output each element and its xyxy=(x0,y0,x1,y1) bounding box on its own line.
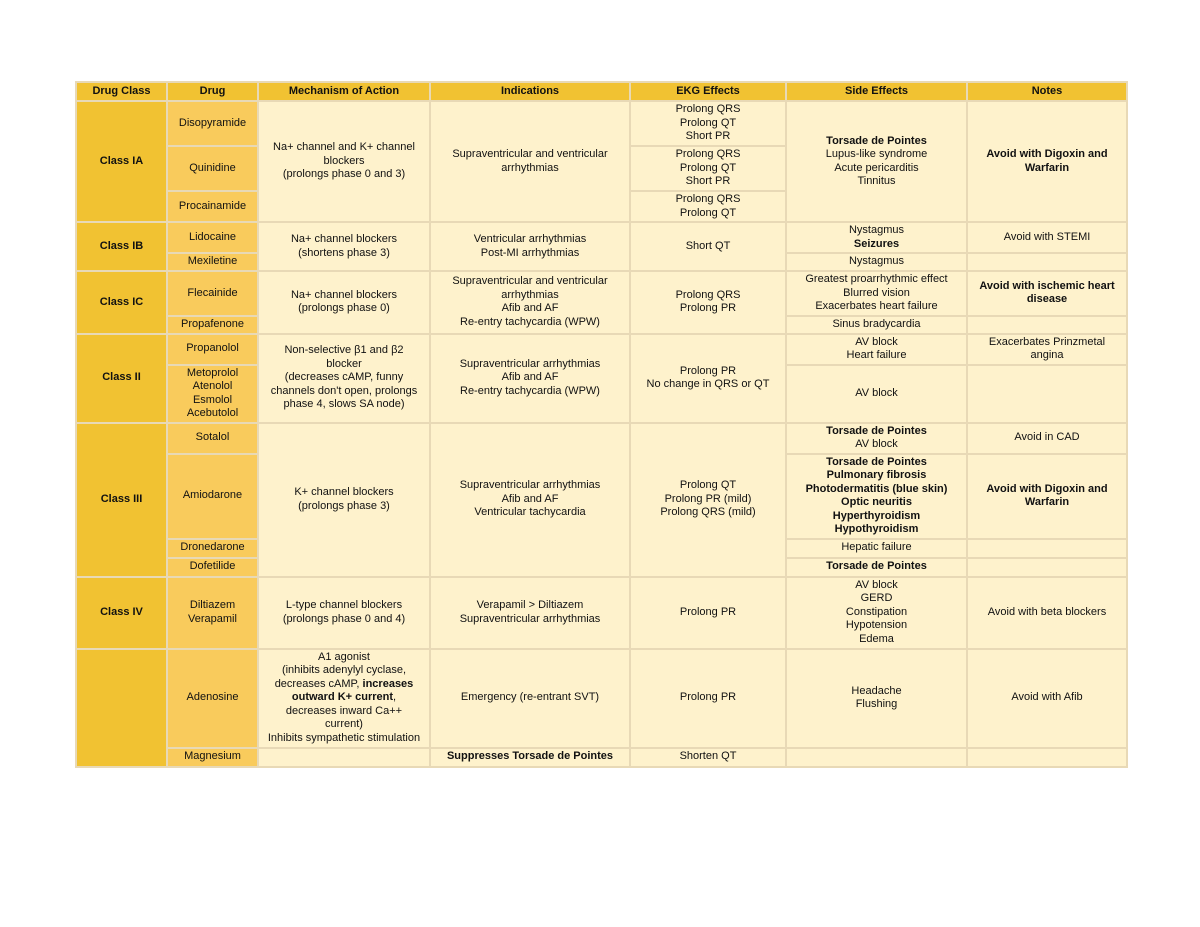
side-effect-line: Headache xyxy=(851,684,902,697)
header-side-effects: Side Effects xyxy=(786,82,967,101)
ekg-line: Prolong QT xyxy=(679,116,737,129)
mechanism-line: channels don't open, prolongs xyxy=(270,384,418,397)
propanolol-side-effects xyxy=(786,334,967,365)
ekg-line: Prolong QT xyxy=(679,161,737,174)
drug-name: Verapamil xyxy=(188,612,237,625)
side-effect-line: Constipation xyxy=(845,605,908,618)
indication-line: Ventricular tachycardia xyxy=(474,506,586,519)
drug-procainamide: Procainamide xyxy=(167,191,258,222)
indication-line: Supraventricular and ventricular xyxy=(452,148,608,160)
magnesium-indications: Suppresses Torsade de Pointes xyxy=(430,748,630,767)
table-row xyxy=(76,271,1127,316)
drug-magnesium: Magnesium xyxy=(167,748,258,767)
lidocaine-notes: Avoid with STEMI xyxy=(967,222,1127,253)
side-effect-line: Nystagmus xyxy=(848,224,905,236)
drug-dofetilide: Dofetilide xyxy=(167,558,258,577)
lidocaine-side-effects xyxy=(786,222,967,253)
disopyramide-ekg xyxy=(630,101,786,146)
propafenone-notes xyxy=(967,316,1127,334)
indication-line: Afib and AF xyxy=(501,492,559,505)
class-ib-cell: Class IB xyxy=(76,222,167,271)
adenosine-side-effects xyxy=(786,649,967,748)
header-ekg-effects: EKG Effects xyxy=(630,82,786,101)
indication-line: Supraventricular arrhythmias xyxy=(459,479,601,492)
sotalol-notes: Avoid in CAD xyxy=(967,423,1127,454)
mechanism-line: Na+ channel blockers xyxy=(290,233,398,245)
indication-line: Supraventricular and ventricular xyxy=(452,275,608,288)
mechanism-line: (inhibits adenylyl cyclase, xyxy=(281,664,407,677)
table-row xyxy=(76,222,1127,253)
table-row xyxy=(76,577,1127,649)
ekg-line: Prolong QRS xyxy=(675,148,741,161)
ekg-line: Short PR xyxy=(685,130,731,143)
drug-name: Acebutolol xyxy=(186,407,239,419)
class-ib-ekg: Short QT xyxy=(630,222,786,271)
side-effect-line: Hypotension xyxy=(845,619,908,632)
adenosine-mechanism xyxy=(258,649,430,748)
mechanism-line: A1 agonist xyxy=(318,650,370,663)
indication-line: arrhythmias xyxy=(501,288,559,301)
note-line: Exacerbates Prinzmetal xyxy=(988,335,1106,348)
note-line: Warfarin xyxy=(1024,496,1070,508)
class-ib-mechanism xyxy=(258,222,430,271)
drug-propanolol: Propanolol xyxy=(167,334,258,365)
class-iv-notes: Avoid with beta blockers xyxy=(967,577,1127,649)
ekg-line: Prolong PR xyxy=(679,364,737,377)
table-row xyxy=(76,423,1127,454)
class-iv-ekg: Prolong PR xyxy=(630,577,786,649)
mechanism-line: blocker xyxy=(326,357,362,370)
side-effect-line: Flushing xyxy=(855,698,898,710)
drug-dronedarone: Dronedarone xyxy=(167,539,258,558)
drug-quinidine: Quinidine xyxy=(167,146,258,191)
class-ii-mechanism xyxy=(258,334,430,423)
dronedarone-side-effects: Hepatic failure xyxy=(786,539,967,558)
mechanism-emphasis: outward K+ current xyxy=(291,691,394,704)
adenosine-notes: Avoid with Afib xyxy=(967,649,1127,748)
mechanism-line xyxy=(262,678,426,692)
drug-disopyramide: Disopyramide xyxy=(167,101,258,146)
class-iii-cell: Class III xyxy=(76,423,167,577)
side-effect-line: Seizures xyxy=(853,237,900,250)
class-ic-cell: Class IC xyxy=(76,271,167,334)
indication-line: Post-MI arrhythmias xyxy=(480,246,580,259)
ekg-line: Prolong PR xyxy=(679,302,737,315)
metoprolol-side-effects: AV block xyxy=(786,365,967,423)
side-effect-line: Exacerbates heart failure xyxy=(815,300,938,312)
mechanism-text: , xyxy=(393,691,397,704)
ekg-line: Prolong QT xyxy=(679,206,737,219)
mechanism-line: decreases inward Ca++ xyxy=(285,704,403,717)
class-ia-cell: Class IA xyxy=(76,101,167,222)
header-mechanism: Mechanism of Action xyxy=(258,82,430,101)
side-effect-line: Hyperthyroidism xyxy=(832,509,921,522)
drug-diltiazem-verapamil xyxy=(167,577,258,649)
side-effect-line: Greatest proarrhythmic effect xyxy=(805,273,948,285)
indication-line: Supraventricular arrhythmias xyxy=(459,612,601,625)
mechanism-line: phase 4, slows SA node) xyxy=(283,398,405,411)
side-effect-line: AV block xyxy=(855,578,898,591)
mechanism-line: (prolongs phase 0 and 3) xyxy=(282,168,406,181)
adenosine-ekg: Prolong PR xyxy=(630,649,786,748)
mechanism-line: (prolongs phase 0 and 4) xyxy=(282,612,406,625)
note-line: angina xyxy=(1030,349,1064,361)
note-line: Avoid with Digoxin and xyxy=(986,148,1108,160)
drug-mexiletine: Mexiletine xyxy=(167,253,258,271)
flecainide-side-effects xyxy=(786,271,967,316)
note-line: Avoid with Digoxin and xyxy=(986,482,1108,495)
header-drug-class: Drug Class xyxy=(76,82,167,101)
side-effect-line: AV block xyxy=(855,438,898,450)
side-effect-line: Torsade de Pointes xyxy=(826,455,927,468)
dofetilide-notes xyxy=(967,558,1127,577)
mechanism-line xyxy=(262,691,426,705)
drug-amiodarone: Amiodarone xyxy=(167,454,258,539)
mechanism-line: (prolongs phase 3) xyxy=(298,499,390,512)
magnesium-mechanism xyxy=(258,748,430,767)
header-drug: Drug xyxy=(167,82,258,101)
mechanism-line: (shortens phase 3) xyxy=(298,246,390,259)
class-iv-side-effects xyxy=(786,577,967,649)
ekg-line: Prolong QRS (mild) xyxy=(660,506,756,519)
table-row xyxy=(76,748,1127,767)
class-ia-indications xyxy=(430,101,630,222)
propanolol-notes xyxy=(967,334,1127,365)
dronedarone-notes xyxy=(967,539,1127,558)
adenosine-indications: Emergency (re-entrant SVT) xyxy=(430,649,630,748)
class-iv-mechanism xyxy=(258,577,430,649)
side-effect-line: Acute pericarditis xyxy=(834,161,919,174)
ekg-line: No change in QRS or QT xyxy=(646,378,770,390)
side-effect-line: Edema xyxy=(859,632,894,645)
flecainide-notes xyxy=(967,271,1127,316)
metoprolol-notes xyxy=(967,365,1127,423)
class-ia-side-effects xyxy=(786,101,967,222)
mechanism-line: (prolongs phase 0) xyxy=(298,302,390,315)
class-ii-indications xyxy=(430,334,630,423)
header-row xyxy=(76,82,1127,101)
drug-lidocaine: Lidocaine xyxy=(167,222,258,253)
side-effect-line: Photodermatitis (blue skin) xyxy=(805,482,948,495)
class-ic-indications xyxy=(430,271,630,334)
table-row xyxy=(76,649,1127,748)
class-ia-mechanism xyxy=(258,101,430,222)
mechanism-text: decreases cAMP, xyxy=(274,677,363,690)
class-ia-notes xyxy=(967,101,1127,222)
mechanism-line: current) xyxy=(325,718,363,731)
amiodarone-side-effects xyxy=(786,454,967,539)
ekg-line: Prolong PR (mild) xyxy=(664,492,752,505)
mechanism-emphasis: increases xyxy=(362,677,414,690)
sotalol-side-effects xyxy=(786,423,967,454)
indication-line: Supraventricular arrhythmias xyxy=(459,357,601,370)
ekg-line: Prolong QRS xyxy=(675,103,741,116)
side-effect-line: Blurred vision xyxy=(843,286,910,299)
side-effect-line: Heart failure xyxy=(846,349,907,361)
drug-sotalol: Sotalol xyxy=(167,423,258,454)
table-row xyxy=(76,101,1127,146)
indication-line: Verapamil > Diltiazem xyxy=(476,599,584,611)
ekg-line: Prolong QRS xyxy=(675,288,741,301)
class-ib-indications xyxy=(430,222,630,271)
mechanism-line: Na+ channel and K+ channel xyxy=(273,141,415,154)
dofetilide-side-effects: Torsade de Pointes xyxy=(786,558,967,577)
side-effect-line: Pulmonary fibrosis xyxy=(826,469,927,481)
side-effect-line: Lupus-like syndrome xyxy=(825,148,928,160)
ekg-line: Prolong QT xyxy=(679,479,737,492)
side-effect-line: Torsade de Pointes xyxy=(826,424,927,437)
class-iv-cell: Class IV xyxy=(76,577,167,649)
magnesium-side-effects xyxy=(786,748,967,767)
side-effect-line: Hypothyroidism xyxy=(834,523,919,535)
drug-name: Diltiazem xyxy=(189,599,236,611)
drug-name: Metoprolol xyxy=(186,366,239,379)
ekg-line: Prolong QRS xyxy=(675,193,741,205)
drug-name: Atenolol xyxy=(192,380,233,392)
class-iii-mechanism xyxy=(258,423,430,577)
class-ic-mechanism xyxy=(258,271,430,334)
class-ic-ekg xyxy=(630,271,786,334)
drug-adenosine: Adenosine xyxy=(167,649,258,748)
note-line: Warfarin xyxy=(1024,161,1070,174)
indication-line: Re-entry tachycardia (WPW) xyxy=(460,384,600,397)
mechanism-line: blockers xyxy=(323,154,365,167)
header-indications: Indications xyxy=(430,82,630,101)
mechanism-line: (decreases cAMP, funny xyxy=(284,371,404,384)
mechanism-line: Non-selective β1 and β2 xyxy=(284,344,404,357)
mechanism-line: K+ channel blockers xyxy=(294,486,394,498)
note-line: Avoid with ischemic heart xyxy=(979,279,1115,292)
magnesium-notes xyxy=(967,748,1127,767)
mexiletine-side-effects: Nystagmus xyxy=(786,253,967,271)
propafenone-side-effects: Sinus bradycardia xyxy=(786,316,967,334)
side-effect-line: AV block xyxy=(855,335,898,348)
header-notes: Notes xyxy=(967,82,1127,101)
mechanism-line: L-type channel blockers xyxy=(285,599,403,611)
magnesium-ekg: Shorten QT xyxy=(630,748,786,767)
procainamide-ekg xyxy=(630,191,786,222)
class-iii-ekg xyxy=(630,423,786,577)
mechanism-line: Na+ channel blockers xyxy=(290,288,398,301)
table-row xyxy=(76,334,1127,365)
other-class-cell xyxy=(76,649,167,767)
indication-line: Afib and AF xyxy=(501,302,559,315)
class-iii-indications xyxy=(430,423,630,577)
side-effect-line: GERD xyxy=(860,592,893,605)
class-ii-ekg xyxy=(630,334,786,423)
class-ii-cell: Class II xyxy=(76,334,167,423)
mechanism-line: Inhibits sympathetic stimulation xyxy=(267,731,421,744)
indication-line: Ventricular arrhythmias xyxy=(473,233,587,245)
mexiletine-notes xyxy=(967,253,1127,271)
indication-line: Re-entry tachycardia (WPW) xyxy=(460,315,600,328)
drug-propafenone: Propafenone xyxy=(167,316,258,334)
class-iv-indications xyxy=(430,577,630,649)
note-line: disease xyxy=(1026,293,1068,306)
antiarrhythmic-drug-table xyxy=(75,81,1128,768)
amiodarone-notes xyxy=(967,454,1127,539)
side-effect-line: Tinnitus xyxy=(857,175,896,187)
drug-metoprolol-group xyxy=(167,365,258,423)
side-effect-line: Torsade de Pointes xyxy=(826,134,927,147)
indication-line: arrhythmias xyxy=(501,161,559,174)
indication-line: Afib and AF xyxy=(501,371,559,384)
quinidine-ekg xyxy=(630,146,786,191)
drug-flecainide: Flecainide xyxy=(167,271,258,316)
ekg-line: Short PR xyxy=(685,175,731,188)
side-effect-line: Optic neuritis xyxy=(841,496,912,508)
drug-name: Esmolol xyxy=(192,393,233,406)
